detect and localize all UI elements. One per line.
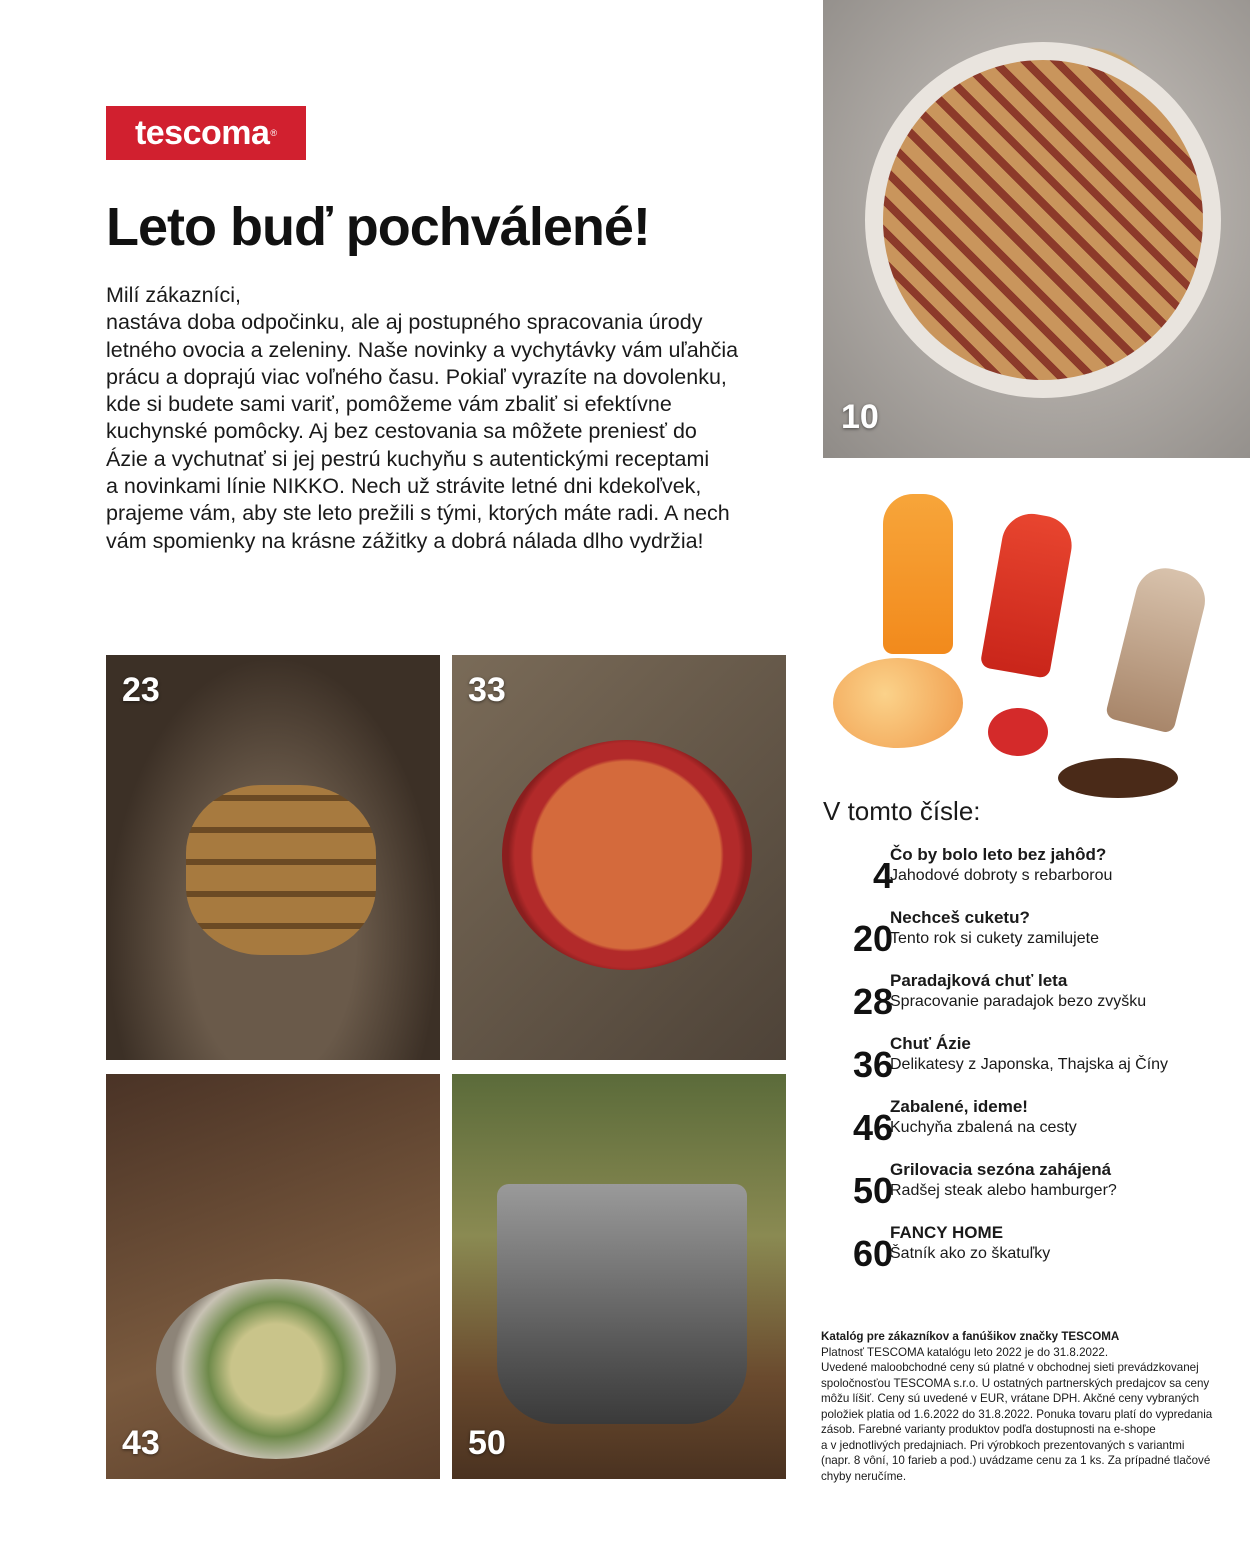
- strawberry-pie-photo: [823, 0, 1250, 458]
- pancake-stack: [186, 785, 376, 955]
- chocolate-shavings: [1058, 758, 1178, 798]
- intro-line: kde si budete sami variť, pomôžeme vám zbaliť si efektívne: [106, 392, 672, 417]
- toc-page-number: 36: [852, 1044, 893, 1085]
- page-title: Leto buď pochválené!: [106, 197, 650, 257]
- page-number-label: 23: [122, 671, 160, 709]
- strawberry: [988, 708, 1048, 756]
- fine-print-line: spoločnosťou TESCOMA s.r.o. U ostatných partnerských predajcov sa ceny: [821, 1376, 1210, 1390]
- toc-item[interactable]: [823, 1034, 1243, 1090]
- page-number-label: 10: [841, 398, 879, 436]
- intro-line: nastáva doba odpočinku, ale aj postupného spracovania úrody: [106, 310, 703, 335]
- intro-line: letného ovocia a zeleniny. Naše novinky a vychytávky vám uľahčia: [106, 337, 739, 362]
- fine-print-line: chyby neručíme.: [821, 1469, 907, 1483]
- orange-popsicle: [883, 494, 953, 654]
- toc-title: Nechceš cuketu?: [890, 908, 1030, 927]
- toc-page-number: 28: [852, 981, 893, 1022]
- potato-pancakes-photo: [106, 655, 440, 1060]
- toc-title: Zabalené, ideme!: [890, 1097, 1028, 1116]
- lattice-pie: [883, 60, 1203, 380]
- toc-item[interactable]: [823, 1223, 1243, 1279]
- intro-line: Milí zákazníci,: [106, 283, 242, 307]
- toc-page-number: 60: [852, 1233, 893, 1274]
- toc-page-number: 4: [872, 855, 893, 896]
- toc-subtitle: Spracovanie paradajok bezo zvyšku: [890, 993, 1147, 1010]
- tomato-soup-photo: [452, 655, 786, 1060]
- asian-bowl-photo: [106, 1074, 440, 1479]
- intro-line: kuchynské pomôcky. Aj bez cestovania sa môžete preniesť do: [106, 419, 697, 444]
- page-number-label: 43: [122, 1424, 160, 1462]
- fine-print-heading: Katalóg pre zákazníkov a fanúšikov značky TESCOMA: [821, 1330, 1120, 1343]
- fine-print-line: (napr. 8 vôní, 10 farieb a pod.) uvádzame cenu za 1 ks. Za prípadné tlačové: [821, 1454, 1211, 1467]
- fine-print-line: môžu líšiť. Ceny sú uvedené v EUR, vrátane DPH. Akčné ceny vybraných: [821, 1392, 1200, 1405]
- toc-heading: V tomto čísle:: [823, 796, 981, 826]
- toc-item[interactable]: [823, 845, 1243, 901]
- toc-item[interactable]: [823, 908, 1243, 964]
- page-number-label: 50: [468, 1424, 506, 1462]
- toc-title: Grilovacia sezóna zahájená: [890, 1160, 1112, 1179]
- toc-page-number: 50: [852, 1170, 893, 1211]
- grill: [497, 1184, 747, 1424]
- intro-line: vám spomienky na krásne zážitky a dobrá nálada dlho vydržia!: [106, 528, 704, 553]
- brand-logo-text: tescoma: [134, 113, 270, 152]
- intro-line: prácu a doprajú viac voľného času. Pokiaľ vyrazíte na dovolenku,: [106, 364, 727, 389]
- intro-line: a novinkami línie NIKKO. Nech už strávite letné dni kdekoľvek,: [106, 474, 702, 499]
- soup-pot: [502, 740, 752, 970]
- coffee-popsicle: [1105, 562, 1212, 734]
- fine-print-line: Platnosť TESCOMA katalógu leto 2022 je do 31.8.2022.: [821, 1345, 1109, 1359]
- fine-print-line: zásob. Farebné varianty produktov podľa dostupnosti na e-shope: [821, 1423, 1156, 1436]
- red-popsicle: [980, 509, 1077, 679]
- intro-text: [106, 282, 806, 555]
- registered-mark: ®: [270, 128, 278, 138]
- toc-item[interactable]: [823, 1097, 1243, 1153]
- intro-line: prajeme vám, aby ste leto prežili s tými, ktorých máte radi. A nech: [106, 501, 730, 526]
- grill-photo: [452, 1074, 786, 1479]
- toc-item[interactable]: [823, 971, 1243, 1027]
- fine-print-line: a v jednotlivých predajniach. Pri výrobkoch prezentovaných s variantmi: [821, 1438, 1185, 1452]
- page-number-label: 33: [468, 671, 506, 709]
- peach-slice: [833, 658, 963, 748]
- toc-subtitle: Delikatesy z Japonska, Thajska aj Číny: [890, 1056, 1169, 1073]
- fine-print-line: položiek platia od 1.6.2022 do 31.8.2022. Ponuka tovaru platí do vypredania: [821, 1407, 1213, 1421]
- noodle-bowl: [156, 1279, 396, 1459]
- intro-line: Ázie a vychutnať si jej pestrú kuchyňu s autentickými receptami: [106, 446, 710, 471]
- toc-subtitle: Tento rok si cukety zamilujete: [890, 930, 1099, 947]
- toc-subtitle: Jahodové dobroty s rebarborou: [890, 867, 1113, 884]
- toc-subtitle: Radšej steak alebo hamburger?: [890, 1182, 1117, 1199]
- toc-title: Chuť Ázie: [890, 1034, 971, 1053]
- fine-print-line: Uvedené maloobchodné ceny sú platné v obchodnej sieti prevádzkovanej: [821, 1361, 1199, 1374]
- toc-title: Čo by bolo leto bez jahôd?: [890, 845, 1107, 864]
- toc-title: FANCY HOME: [890, 1223, 1004, 1242]
- toc-page-number: 20: [852, 918, 893, 959]
- toc-page-number: 46: [852, 1107, 893, 1148]
- toc-subtitle: Kuchyňa zbalená na cesty: [890, 1119, 1077, 1136]
- toc-subtitle: Šatník ako zo škatuľky: [890, 1245, 1051, 1262]
- brand-logo: [106, 106, 306, 160]
- toc-title: Paradajková chuť leta: [890, 971, 1068, 990]
- toc-item[interactable]: [823, 1160, 1243, 1216]
- popsicle-photo: [823, 478, 1250, 808]
- legal-fine-print: [821, 1329, 1233, 1484]
